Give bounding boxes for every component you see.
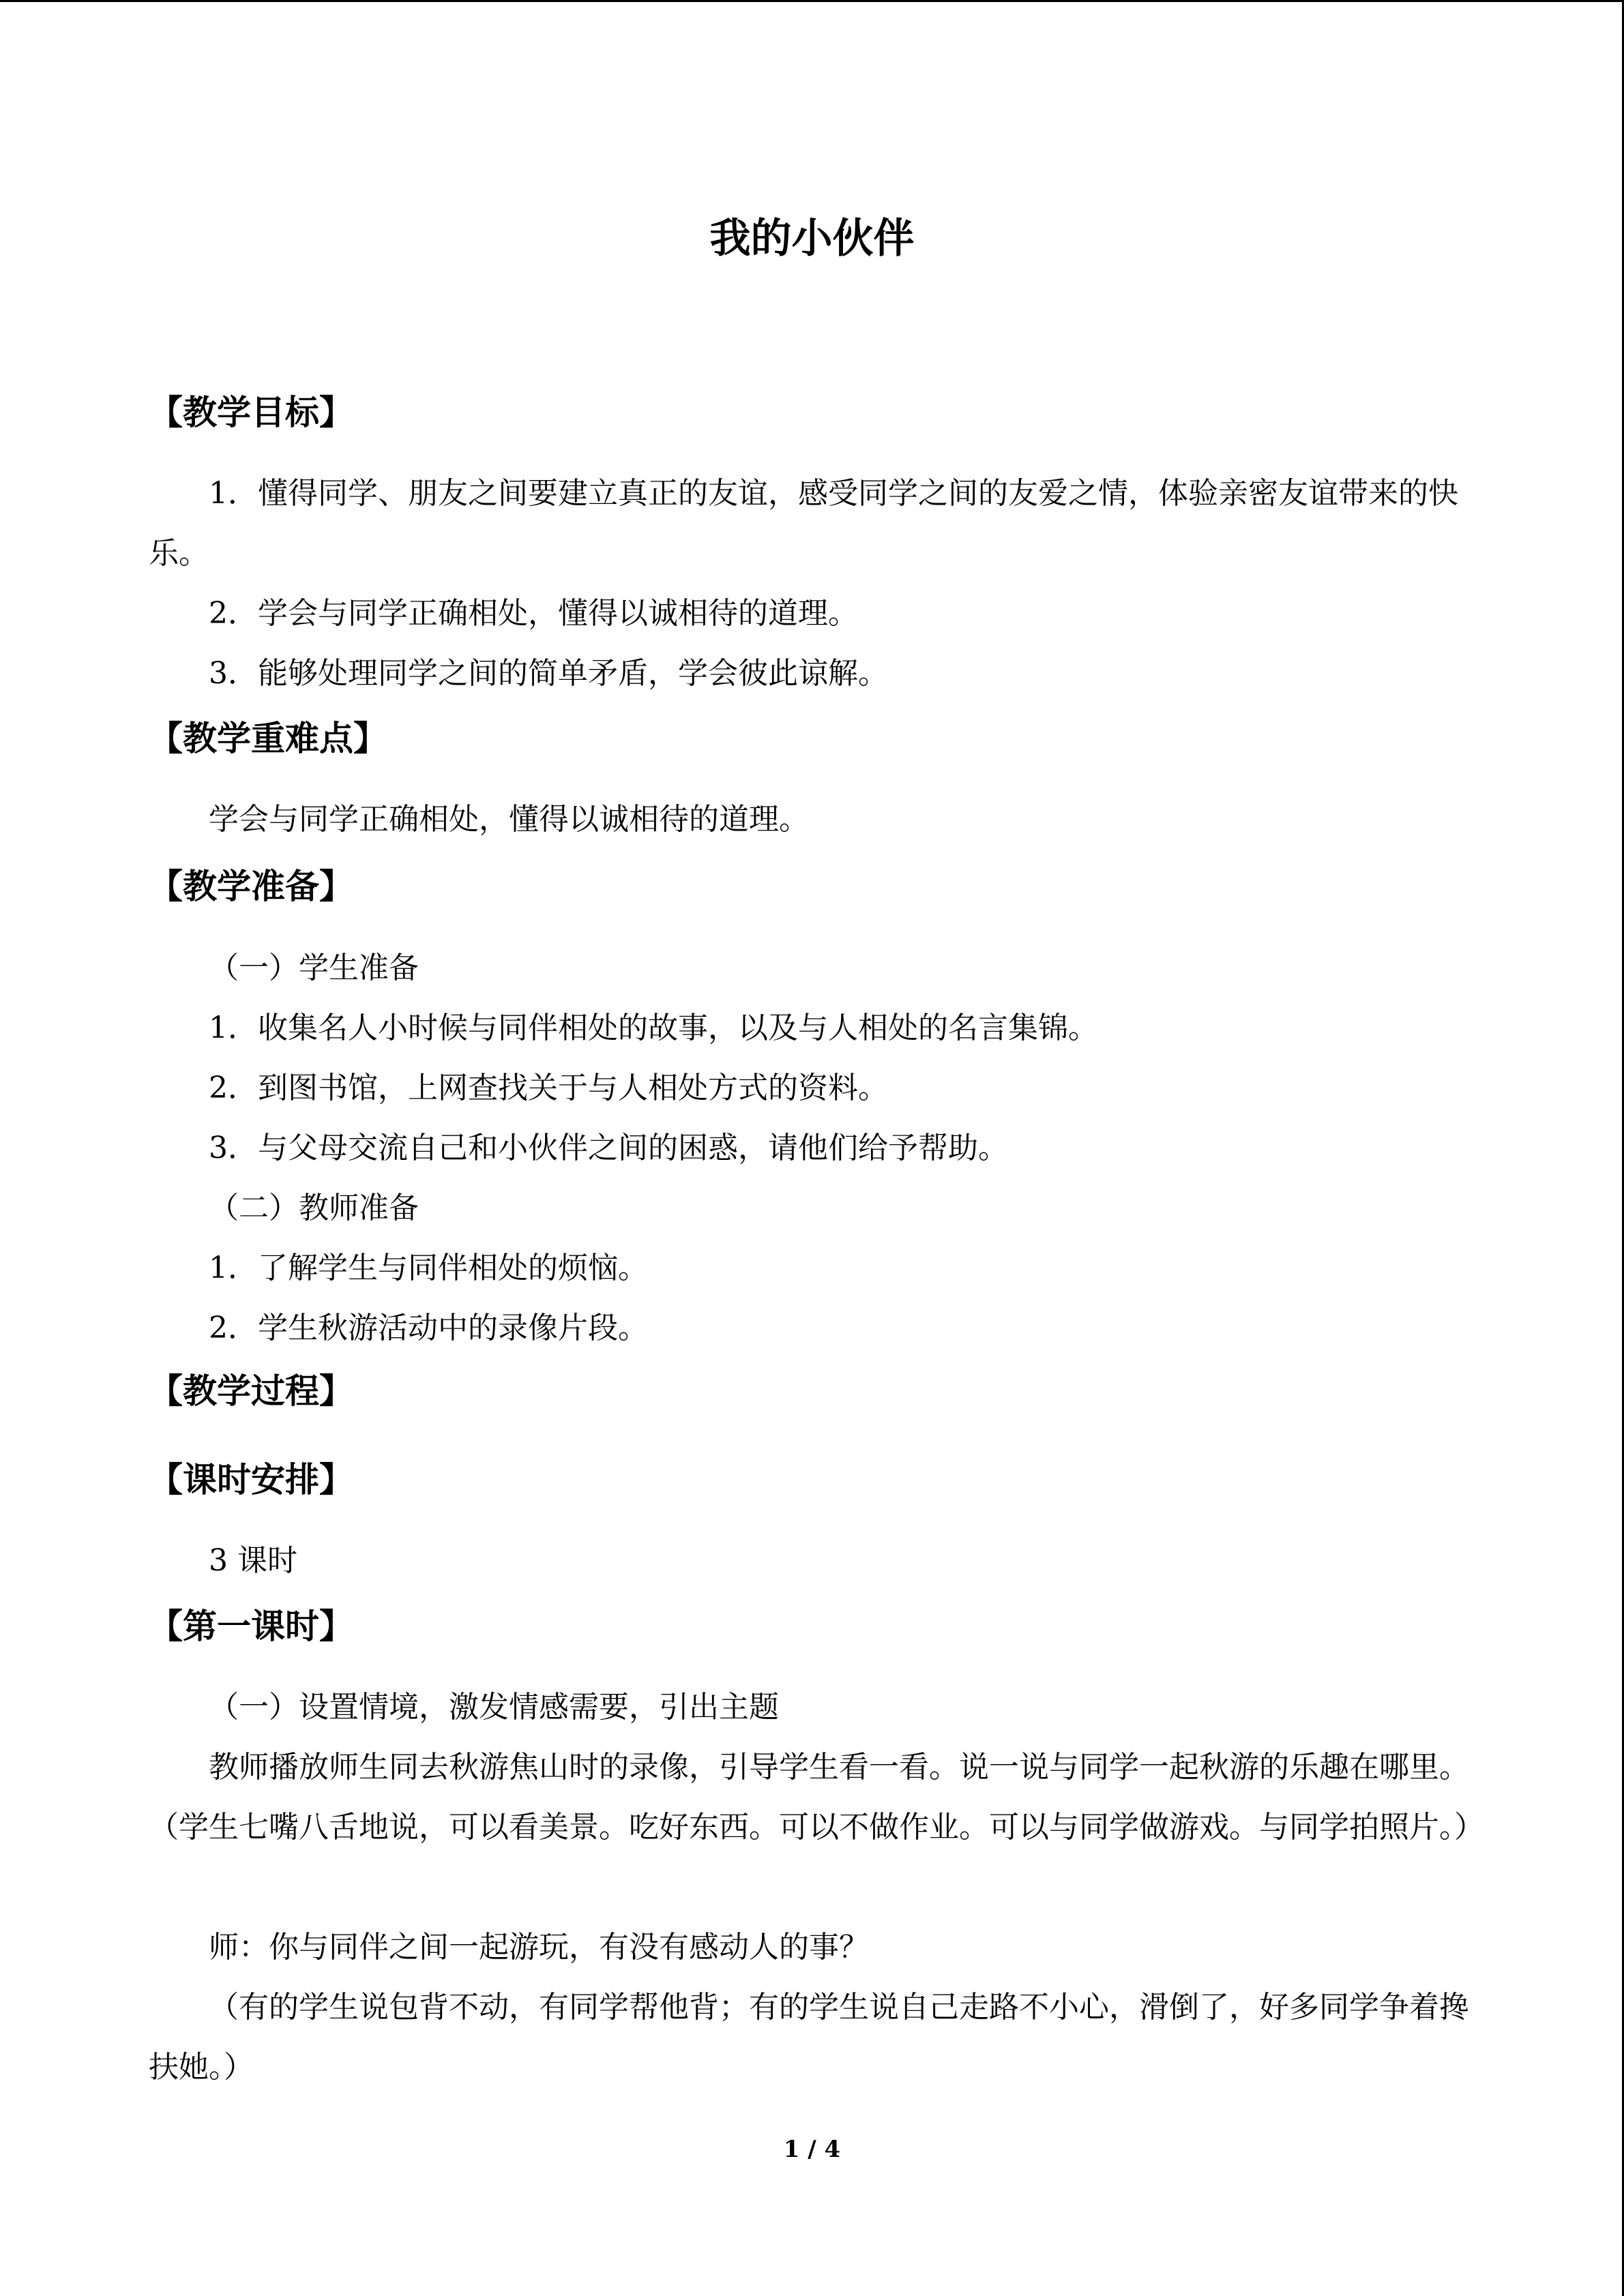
lesson1-paragraph-3: （有的学生说包背不动，有同学帮他背；有的学生说自己走路不小心，滑倒了，好多同学争着搀扶她。） [149,1990,1469,2085]
page-number: 1 / 4 [783,2136,841,2163]
heading-lesson-1: 【第一课时】 [149,1607,353,1646]
objective-item-3: 3．能够处理同学之间的简单矛盾，学会彼此谅解。 [209,656,888,691]
key-points-text: 学会与同学正确相处，懂得以诚相待的道理。 [209,802,809,837]
heading-key-points: 【教学重难点】 [149,719,387,758]
teacher-prep-item-1: 1．了解学生与同伴相处的烦恼。 [209,1251,648,1285]
objective-item-1: 1．懂得同学、朋友之间要建立真正的友谊，感受同学之间的友爱之情，体验亲密友谊带来的快乐。 [149,476,1458,571]
document-title: 我的小伙伴 [709,215,915,263]
schedule-text: 3 课时 [209,1543,297,1578]
heading-objectives: 【教学目标】 [149,393,353,432]
student-prep-item-1: 1．收集名人小时候与同伴相处的故事，以及与人相处的名言集锦。 [209,1011,1098,1045]
lesson1-paragraph-2: 师：你与同伴之间一起游玩，有没有感动人的事？ [209,1930,869,1965]
lesson1-paragraph-1: 教师播放师生同去秋游焦山时的录像，引导学生看一看。说一说与同学一起秋游的乐趣在哪里。（学生七嘴八舌地说，可以看美景。吃好东西。可以不做作业。可以与同学做游戏。与同学拍照片。） [149,1750,1484,1845]
heading-schedule: 【课时安排】 [149,1460,353,1500]
student-prep-item-3: 3．与父母交流自己和小伙伴之间的困惑，请他们给予帮助。 [209,1131,1008,1165]
student-prep-title: （一）学生准备 [209,951,419,985]
student-prep-item-2: 2．到图书馆，上网查找关于与人相处方式的资料。 [209,1071,888,1105]
heading-preparation: 【教学准备】 [149,867,353,906]
heading-process: 【教学过程】 [149,1371,353,1411]
teacher-prep-title: （二）教师准备 [209,1191,419,1225]
objective-item-2: 2．学会与同学正确相处，懂得以诚相待的道理。 [209,596,858,631]
teacher-prep-item-2: 2．学生秋游活动中的录像片段。 [209,1311,648,1345]
lesson1-subtitle-1: （一）设置情境，激发情感需要，引出主题 [209,1690,779,1725]
page-border-top [0,0,1624,2]
